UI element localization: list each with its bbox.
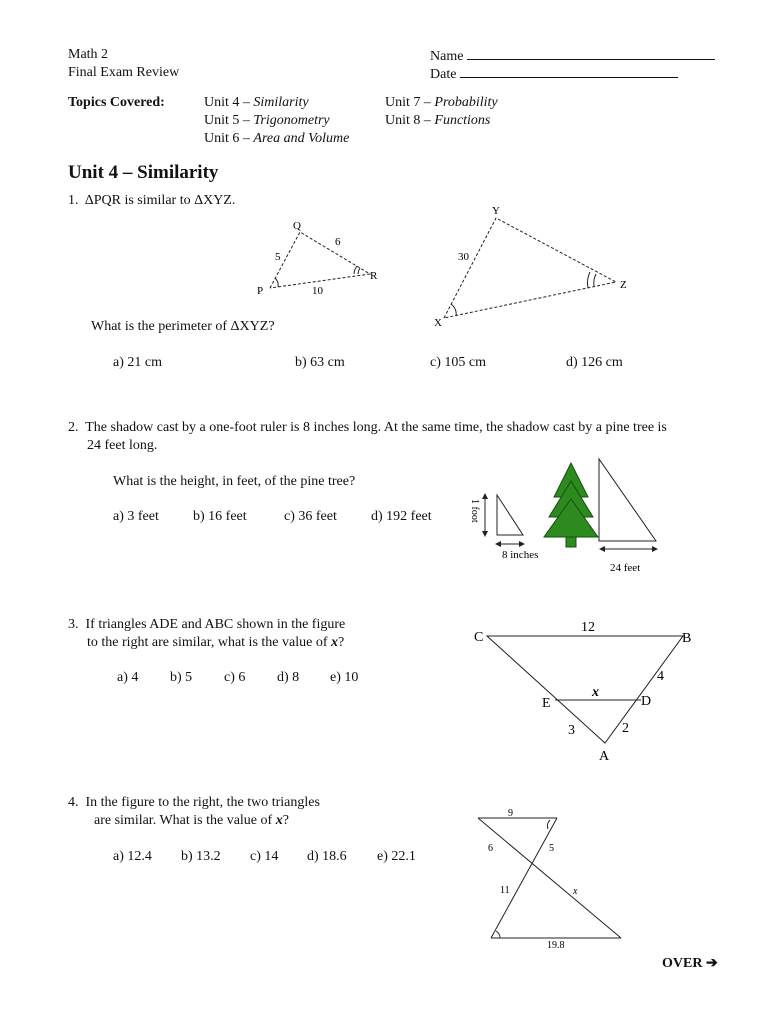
- q2-prompt-cont: 24 feet long.: [87, 438, 158, 453]
- q4-choice-d[interactable]: d) 18.6: [307, 849, 347, 864]
- side-right-bottom: x: [573, 886, 578, 897]
- vertex-d: D: [641, 694, 652, 709]
- vertex-b: B: [682, 631, 692, 646]
- side-left-bottom: 11: [500, 885, 510, 896]
- side-db: 4: [657, 669, 664, 684]
- q2-question: What is the height, in feet, of the pine tree?: [113, 474, 356, 489]
- q1-figure-xyz: [430, 202, 640, 332]
- side-bottom: 19.8: [547, 940, 565, 950]
- vertex-a: A: [599, 749, 610, 764]
- q2-prompt: 2. The shadow cast by a one-foot ruler is 8 inches long. At the same time, the shadow cast by a pine tree is: [68, 420, 667, 435]
- topic-item: Unit 4 – Similarity: [204, 95, 309, 110]
- q3-choice-a[interactable]: a) 4: [117, 670, 139, 685]
- q3-choice-c[interactable]: c) 6: [224, 670, 246, 685]
- arrow-right-icon: ➔: [705, 956, 718, 971]
- vertex-y: Y: [492, 205, 500, 217]
- q4-prompt: 4. In the figure to the right, the two triangles: [68, 795, 320, 810]
- q4-choice-b[interactable]: b) 13.2: [181, 849, 221, 864]
- q4-prompt-cont: are similar. What is the value of x?: [94, 813, 289, 828]
- q1-choice-c[interactable]: c) 105 cm: [430, 355, 486, 370]
- q3-choice-b[interactable]: b) 5: [170, 670, 193, 685]
- vertex-r: R: [370, 270, 378, 282]
- name-label: Name: [430, 49, 464, 64]
- q4-choice-a[interactable]: a) 12.4: [113, 849, 152, 864]
- topic-item: Unit 5 – Trigonometry: [204, 113, 330, 128]
- side-pq: 5: [275, 251, 281, 263]
- q4-choice-e[interactable]: e) 22.1: [377, 849, 416, 864]
- q3-choice-d[interactable]: d) 8: [277, 670, 300, 685]
- side-da: 2: [622, 721, 629, 736]
- topic-item: Unit 6 – Area and Volume: [204, 131, 350, 146]
- q1-choice-a[interactable]: a) 21 cm: [113, 355, 162, 370]
- vertex-q: Q: [293, 220, 301, 232]
- date-label: Date: [430, 67, 457, 82]
- q4-figure: [470, 805, 640, 950]
- side-pr: 10: [312, 285, 323, 297]
- vertex-z: Z: [620, 279, 627, 291]
- side-left-top: 6: [488, 843, 493, 854]
- shadow2-label: 24 feet: [610, 562, 641, 574]
- pine-tree-icon: [544, 463, 598, 547]
- vertex-c: C: [474, 630, 484, 645]
- name-field[interactable]: [430, 47, 715, 65]
- side-ed: x: [592, 685, 599, 700]
- side-qr: 6: [335, 236, 341, 248]
- side-right-top: 5: [549, 843, 554, 854]
- q2-choice-d[interactable]: d) 192 feet: [371, 509, 432, 524]
- q2-choice-a[interactable]: a) 3 feet: [113, 509, 159, 524]
- topic-item: Unit 8 – Functions: [385, 113, 491, 128]
- section-title: Unit 4 – Similarity: [68, 162, 219, 183]
- q3-figure: [460, 615, 710, 765]
- q1-choice-d[interactable]: d) 126 cm: [566, 355, 623, 370]
- q1-choice-b[interactable]: b) 63 cm: [295, 355, 345, 370]
- date-field[interactable]: [430, 65, 678, 83]
- q3-prompt-cont: to the right are similar, what is the value of x?: [87, 635, 345, 650]
- q1-prompt: 1. ΔPQR is similar to ΔXYZ.: [68, 193, 236, 208]
- over-label: OVER ➔: [662, 956, 718, 971]
- q3-choice-e[interactable]: e) 10: [330, 670, 359, 685]
- q2-figure: [460, 455, 665, 580]
- q2-choice-b[interactable]: b) 16 feet: [193, 509, 247, 524]
- topics-label: Topics Covered:: [68, 95, 165, 110]
- course-title: Math 2: [68, 47, 109, 62]
- side-xy: 30: [458, 251, 469, 263]
- q4-choice-c[interactable]: c) 14: [250, 849, 279, 864]
- q3-prompt: 3. If triangles ADE and ABC shown in the figure: [68, 617, 346, 632]
- shadow1-label: 8 inches: [502, 549, 539, 561]
- vertex-x: X: [434, 317, 442, 329]
- q2-choice-c[interactable]: c) 36 feet: [284, 509, 337, 524]
- q1-figure-pqr: [250, 212, 390, 302]
- vertex-p: P: [257, 285, 264, 297]
- ruler-label: 1 foot: [469, 499, 480, 523]
- name-line: [467, 47, 715, 60]
- side-top: 9: [508, 808, 513, 819]
- topic-item: Unit 7 – Probability: [385, 95, 498, 110]
- side-cb: 12: [581, 620, 595, 635]
- vertex-e: E: [542, 696, 551, 711]
- side-ea: 3: [568, 723, 575, 738]
- doc-title: Final Exam Review: [68, 65, 180, 80]
- q1-question: What is the perimeter of ΔXYZ?: [91, 319, 275, 334]
- date-line: [460, 65, 678, 78]
